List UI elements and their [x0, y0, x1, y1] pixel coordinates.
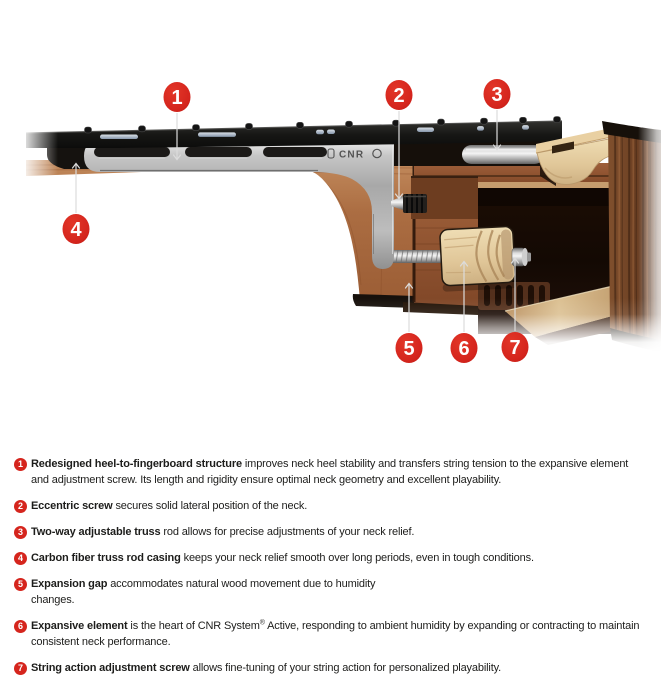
- legend-badge: 1: [14, 458, 27, 471]
- legend-item: [14, 456, 664, 488]
- legend-badge: 5: [14, 578, 27, 591]
- legend-item: [14, 524, 664, 540]
- legend-badge: 3: [14, 526, 27, 539]
- callout-number: 1: [171, 87, 183, 109]
- legend-description: rod allows for precise adjustments of your neck relief.: [163, 526, 415, 538]
- legend-item: [14, 618, 664, 650]
- legend-term: Two-way adjustable truss: [31, 526, 164, 538]
- legend-badge: 4: [14, 552, 27, 565]
- legend-item: [14, 576, 664, 608]
- legend-description: improves neck heel stability and transfers string tension to the expansive element and adjustment screw. Its length and rigidity ensure optimal neck geometry and excellent playability.: [31, 458, 629, 486]
- adjustment-rod: [392, 250, 444, 263]
- callout-number: 5: [403, 338, 415, 360]
- legend-item: [14, 550, 664, 566]
- callout-number: 3: [491, 84, 503, 106]
- legend-description: keeps your neck relief smooth over long periods, even in tough conditions.: [183, 552, 534, 564]
- legend-badge: 7: [14, 662, 27, 675]
- legend-term: Expansion gap: [31, 578, 111, 590]
- legend: [14, 456, 664, 686]
- callout-number: 2: [393, 85, 405, 107]
- legend-term: Eccentric screw: [31, 500, 116, 512]
- truss-engraving: CNR: [339, 149, 365, 161]
- callout-number: 4: [70, 219, 82, 241]
- legend-badge: 2: [14, 500, 27, 513]
- legend-description: secures solid lateral position of the neck.: [115, 500, 308, 512]
- legend-term: Carbon fiber truss rod casing: [31, 552, 184, 564]
- legend-item: [14, 498, 664, 514]
- legend-term: String action adjustment screw: [31, 662, 193, 674]
- callout-number: 6: [458, 338, 470, 360]
- legend-item: [14, 660, 664, 676]
- legend-description: allows fine-tuning of your string action for personalized playability.: [192, 662, 502, 674]
- legend-description: is the heart of CNR System® Active, responding to ambient humidity by expanding or contracting to maintain consistent neck performance.: [31, 619, 640, 648]
- callout-4: [63, 164, 90, 245]
- legend-description: accommodates natural wood movement due to humidity changes.: [31, 578, 376, 606]
- callout-number: 7: [509, 337, 521, 359]
- truss-plate-slots: [94, 147, 327, 159]
- legend-badge: 6: [14, 620, 27, 633]
- truss-rod: [462, 145, 547, 164]
- legend-term: Redesigned heel-to-fingerboard structure: [31, 458, 245, 470]
- legend-term: Expansive element: [31, 620, 131, 632]
- expansive-element: [440, 226, 517, 292]
